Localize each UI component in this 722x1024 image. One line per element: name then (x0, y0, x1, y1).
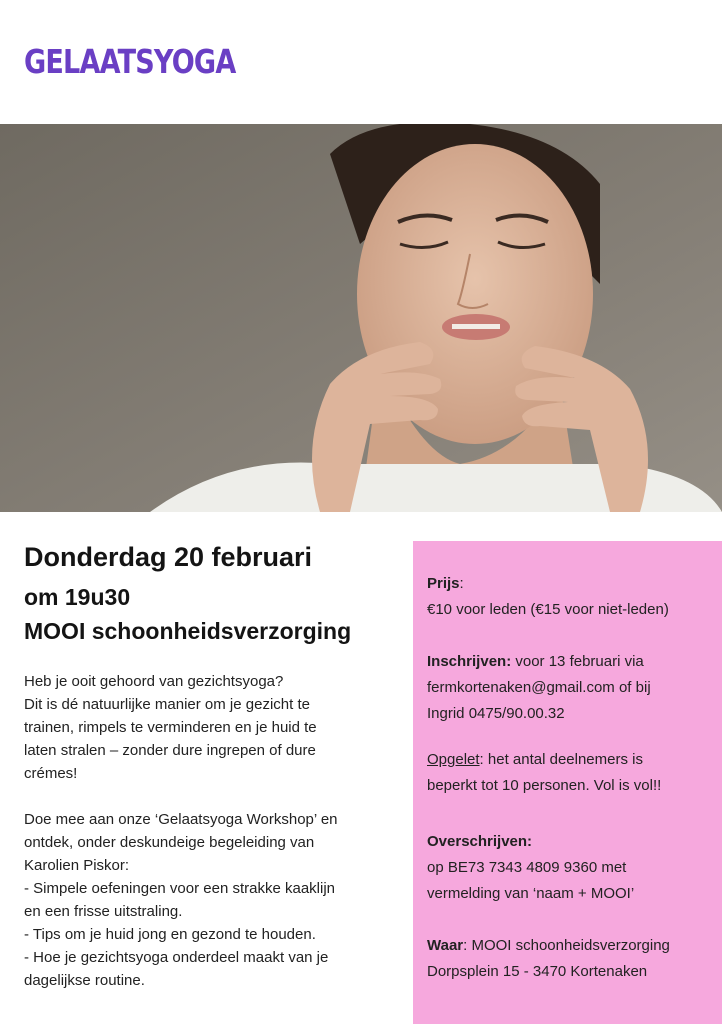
event-venue: MOOI schoonheidsverzorging (24, 618, 352, 644)
workshop-line: - Simpele oefeningen voor een strakke kaaklijn (24, 880, 336, 897)
event-time: om 19u30 (24, 584, 131, 610)
info-panel (413, 541, 722, 1024)
transfer-block (427, 829, 710, 907)
price-block (427, 571, 710, 623)
intro-line: crémes! (24, 765, 78, 782)
event-date: Donderdag 20 februari (24, 542, 313, 572)
intro-line: Heb je ooit gehoord van gezichtsyoga? (24, 673, 284, 690)
register-phone: Ingrid 0475/90.00.32 (427, 705, 565, 722)
transfer-text-2: vermelding van ‘naam + MOOI’ (427, 885, 635, 902)
price-label: Prijs (427, 575, 460, 592)
intro-line: Dit is dé natuurlijke manier om je gezicht te (24, 696, 310, 713)
register-block (427, 649, 710, 727)
workshop-line: - Hoe je gezichtsyoga onderdeel maakt van je (24, 949, 329, 966)
intro-line: trainen, rimpels te verminderen en je huid te (24, 719, 317, 736)
workshop-line: ontdek, onder deskundeige begeleiding van (24, 834, 315, 851)
note-text-2: beperkt tot 10 personen. Vol is vol!! (427, 777, 662, 794)
note-text: : het antal deelnemers is (479, 751, 643, 768)
register-text: voor 13 februari via (511, 653, 644, 670)
register-email: fermkortenaken@gmail.com of bij (427, 679, 651, 696)
transfer-label: Overschrijven: (427, 833, 533, 850)
page-title: GELAATSYOGA (24, 42, 236, 81)
workshop-line: Karolien Piskor: (24, 857, 130, 874)
workshop-line: Doe mee aan onze ‘Gelaatsyoga Workshop’ en (24, 811, 338, 828)
price-colon: : (459, 575, 464, 592)
hero-photo (0, 124, 722, 512)
workshop-line: dagelijkse routine. (24, 972, 145, 989)
where-address: Dorpsplein 15 - 3470 Kortenaken (427, 963, 648, 980)
where-block (427, 933, 710, 985)
intro-line: laten stralen – zonder dure ingrepen of dure (24, 742, 316, 759)
register-label: Inschrijven: (427, 653, 512, 670)
price-text: €10 voor leden (€15 voor niet-leden) (427, 601, 669, 618)
note-label: Opgelet (427, 751, 480, 768)
event-details (24, 540, 404, 1015)
note-block (427, 747, 710, 799)
where-label: Waar (427, 937, 464, 954)
where-text: : MOOI schoonheidsverzorging (463, 937, 670, 954)
event-description (24, 670, 404, 992)
transfer-text: op BE73 7343 4809 9360 met (427, 859, 627, 876)
workshop-paragraph (24, 808, 404, 992)
workshop-line: - Tips om je huid jong en gezond te houden. (24, 926, 316, 943)
intro-paragraph (24, 670, 404, 785)
workshop-line: en een frisse uitstraling. (24, 903, 183, 920)
